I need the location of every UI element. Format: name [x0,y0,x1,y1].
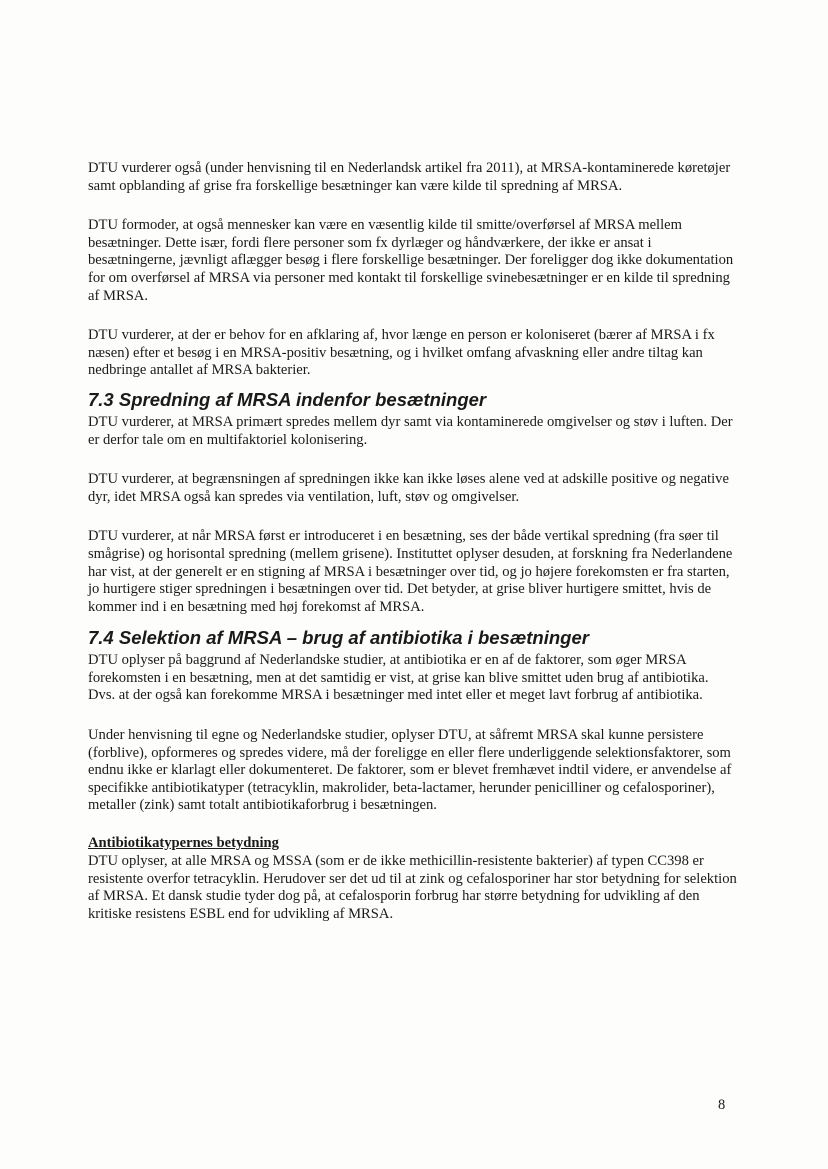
section-heading-7-4: 7.4 Selektion af MRSA – brug af antibiotika i besætninger [88,627,589,649]
paragraph: DTU vurderer, at begrænsningen af spredningen ikke kan ikke løses alene ved at adskille positive og negative dyr, idet MRSA også kan spredes via ventilation, luft, støv og omgivelser. [88,471,729,505]
section-heading-7-3: 7.3 Spredning af MRSA indenfor besætninger [88,388,487,410]
page-content [88,160,738,945]
paragraph: DTU vurderer, at når MRSA først er introduceret i en besætning, ses der både vertikal spredning (fra søer til smågrise) og horisontal spredning (mellem grisene). Instituttet oplyser desuden, at forskning fra Nederlandene har vist, at der generelt er en stigning af MRSA i besætninger over tid, og jo højere forekomsten er fra starten, jo hurtigere stiger spredningen i besætningen over tid. Det betyder, at grise bliver hurtigere smittet, hvis de kommer ind i en besætning med høj forekomst af MRSA. [88,528,733,615]
page-number: 8 [718,1097,726,1113]
paragraph: DTU vurderer også (under henvisning til en Nederlandsk artikel fra 2011), at MRSA-kontaminerede køretøjer samt opblanding af grise fra forskellige besætninger kan være kilde til spredning af MRSA. [88,160,731,194]
subheading-antibiotic-types: Antibiotikatypernes betydning [88,835,279,852]
paragraph: Under henvisning til egne og Nederlandske studier, oplyser DTU, at såfremt MRSA skal kunne persistere (forblive), opformeres og spredes videre, må der foreligge en eller flere underliggende selektionsfaktorer, som endnu ikke er klarlagt eller dokumenteret. De faktorer, som er blevet fremhævet indtil videre, er anvendelse af specifikke antibiotikatyper (tetracyklin, makrolider, beta-lactamer, herunder penicilliner og cefalosporiner), metaller (zink) samt totalt antibiotikaforbrug i besætningen. [88,727,732,814]
paragraph: DTU formoder, at også mennesker kan være en væsentlig kilde til smitte/overførsel af MRSA mellem besætninger. Dette især, fordi flere personer som fx dyrlæger og håndværkere, der ikke er ansat i besætningerne, jævnligt aflægger besøg i flere forskellige besætninger. Der foreligger dog ikke dokumentation for om overførsel af MRSA via personer med kontakt til forskellige svinebesætninger er en kilde til spredning af MRSA. [88,217,734,304]
paragraph: DTU oplyser, at alle MRSA og MSSA (som er de ikke methicillin-resistente bakterier) af typen CC398 er resistente overfor tetracyklin. Herudover ser det ud til at zink og cefalosporiner har stor betydning for selektion af MRSA. Et dansk studie tyder dog på, at cefalosporin forbrug har større betydning for udvikling af den kritiske resistens ESBL end for udvikling af MRSA. [88,853,737,922]
paragraph: DTU vurderer, at MRSA primært spredes mellem dyr samt via kontaminerede omgivelser og støv i luften. Der er derfor tale om en multifaktoriel kolonisering. [88,413,733,448]
paragraph: DTU oplyser på baggrund af Nederlandske studier, at antibiotika er en af de faktorer, som øger MRSA forekomsten i en besætning, men at det samtidig er vist, at grise kan blive smittet uden brug af antibiotika. Dvs. at der også kan forekomme MRSA i besætninger med intet eller et meget lavt forbrug af antibiotika. [88,652,709,704]
paragraph: DTU vurderer, at der er behov for en afklaring af, hvor længe en person er koloniseret (bærer af MRSA i fx næsen) efter et besøg i en MRSA-positiv besætning, og i hvilket omfang afvaskning eller andre tiltag kan nedbringe antallet af MRSA bakterier. [88,327,715,379]
